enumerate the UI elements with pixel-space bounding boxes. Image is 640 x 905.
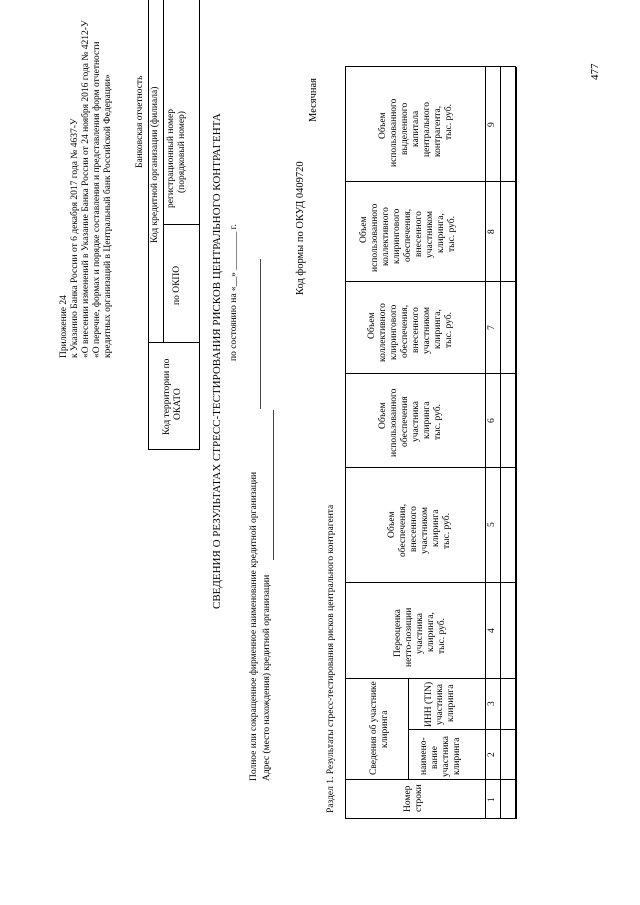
column-number: 1 (487, 797, 497, 802)
date-line: по состоянию на «__» ________ г. (229, 224, 239, 361)
table-row (500, 67, 515, 819)
col-used-collective-header: клиринга, (436, 213, 446, 253)
column-number: 6 (487, 418, 497, 423)
periodicity: Месячная (308, 78, 319, 122)
col-collective-collateral-header: клиринга, (433, 309, 443, 349)
col-collective-collateral-header: внесенного (411, 307, 421, 353)
col-used-capital-header: тыс. руб. (444, 104, 454, 140)
col-used-collateral-header: обеспечения (400, 396, 410, 447)
col-used-capital-header: использованного (389, 98, 399, 167)
appendix-line: кредитных организаций в Центральный банк Российской Федерации» (103, 74, 113, 358)
col-collateral-header: обеспечения, (398, 503, 408, 557)
col-collateral-header: внесенного (409, 506, 419, 552)
col-participant-name-header: вание (430, 746, 440, 769)
okato-header: ОКАТО (173, 388, 183, 420)
col-used-collective-header: использованного (370, 203, 380, 272)
column-number: 7 (487, 325, 497, 330)
section-title: Раздел 1. Результаты стресс-тестирования рисков центрального контрагента (326, 504, 336, 813)
col-row-number-header: строки (414, 784, 424, 812)
col-collective-collateral-header: Объем (367, 312, 377, 339)
column-number: 9 (487, 122, 497, 127)
org-name-label: Полное или сокращенное фирменное наименование кредитной организации (249, 471, 259, 781)
okato-header: Код территории по (162, 358, 172, 435)
appendix-line: «О перечне, формах и порядке составления и представления форм отчетности (92, 41, 102, 358)
col-used-capital-header: Объем (378, 112, 388, 139)
col-inn-header: участника (435, 684, 445, 725)
appendix-line: к Указанию Банка России от 6 декабря 2017 года № 4637-У (70, 118, 80, 358)
col-collateral-header: участником (420, 507, 430, 554)
form-title: СВЕДЕНИЯ О РЕЗУЛЬТАТАХ СТРЕСС-ТЕСТИРОВАНИЯ РИСКОВ ЦЕНТРАЛЬНОГО КОНТРАГЕНТА (211, 113, 223, 609)
org-address-label: Адрес (место нахождения) кредитной организации (262, 574, 272, 781)
okpo-header: по ОКПО (172, 265, 182, 305)
col-used-collateral-header: Объем (378, 402, 388, 429)
col-collective-collateral-header: тыс. руб. (444, 312, 454, 348)
col-participant-name-header: клиринга (452, 737, 462, 775)
col-revaluation-header: тыс. руб. (437, 618, 447, 654)
col-used-collective-header: коллективного (381, 207, 391, 266)
col-used-collective-header: Объем (359, 216, 369, 243)
col-collective-collateral-header: клирингового (389, 304, 399, 360)
col-revaluation-header: Переоценка (393, 609, 403, 657)
col-used-collateral-header: тыс. руб. (433, 404, 443, 440)
col-used-collective-header: внесенного (414, 211, 424, 257)
col-used-collective-header: обеспечения, (403, 208, 413, 262)
col-revaluation-header: участника (415, 613, 425, 654)
column-number: 2 (487, 752, 497, 757)
col-used-capital-header: капитала (411, 110, 421, 147)
col-participant-name-header: участника (441, 736, 451, 777)
column-number: 5 (487, 522, 497, 527)
col-revaluation-header: нетто-позиции (404, 607, 414, 667)
col-inn-header: клиринга (446, 684, 456, 722)
col-row-number-header: Номер (403, 785, 413, 812)
reg-header: регистрационный номер (166, 109, 176, 208)
reporting-label: Банковская отчетность (135, 75, 145, 168)
col-revaluation-header: клиринга, (426, 612, 436, 652)
page-number: 477 (589, 63, 601, 80)
col-inn-header: ИНН (TIN) (424, 681, 434, 727)
column-number: 3 (487, 701, 497, 706)
col-used-collective-header: участником (425, 211, 435, 258)
col-used-capital-header: контрагента, (433, 105, 443, 157)
appendix-line: «О внесении изменений в Указание Банка России от 24 ноября 2016 года № 4212-У (81, 20, 91, 358)
col-collateral-header: Объем (387, 511, 397, 538)
participant-group-header: клиринга (380, 710, 390, 748)
col-collateral-header: тыс. руб. (442, 513, 452, 549)
col-used-collective-header: клирингового (392, 208, 402, 264)
col-used-capital-header: центрального (422, 101, 432, 157)
col-collateral-header: клиринга (431, 509, 441, 547)
column-number: 4 (487, 628, 497, 633)
reg-header: (порядковый номер) (177, 111, 187, 193)
col-used-collateral-header: клиринга (422, 401, 432, 439)
col-used-collateral-header: участника (411, 401, 421, 442)
column-number: 8 (487, 229, 497, 234)
col-collective-collateral-header: участником (422, 307, 432, 354)
credit-org-header: Код кредитной организации (филиала) (150, 86, 160, 243)
participant-group-header: Сведения об участнике (369, 681, 379, 775)
appendix-line: Приложение 24 (59, 295, 69, 358)
col-collective-collateral-header: коллективного (378, 303, 388, 362)
col-collective-collateral-header: обеспечения, (400, 304, 410, 358)
col-used-collateral-header: использованного (389, 388, 399, 457)
col-used-collective-header: тыс. руб. (447, 216, 457, 252)
col-participant-name-header: наимено- (419, 737, 429, 775)
form-code: Код формы по ОКУД 0409720 (295, 161, 306, 295)
col-used-capital-header: выделенного (400, 102, 410, 155)
